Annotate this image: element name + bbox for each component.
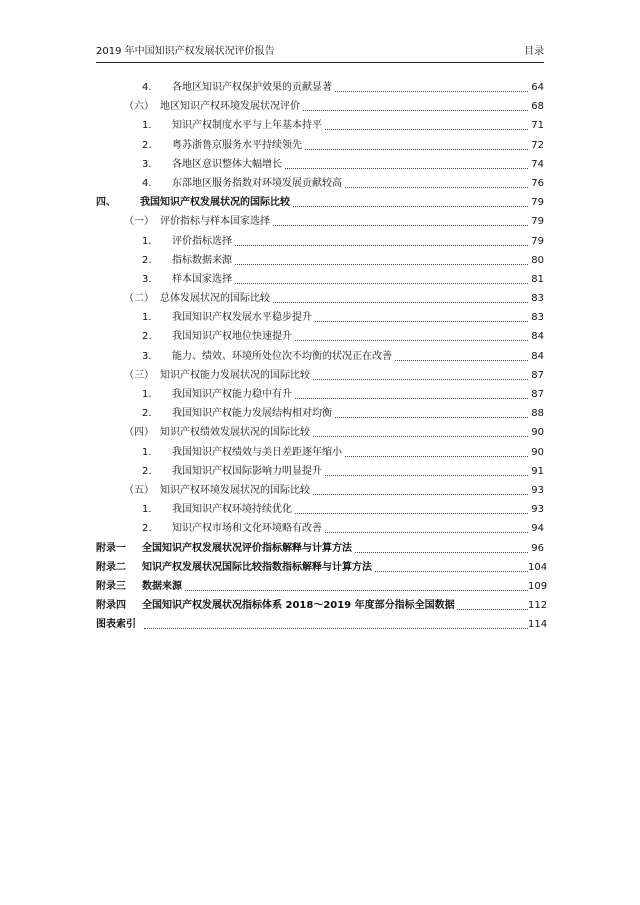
toc-entry-number: 附录一 <box>96 542 126 554</box>
toc-entry-number: （三） <box>124 369 154 381</box>
toc-entry[interactable] <box>96 232 544 251</box>
toc-entry-number: 1. <box>142 120 152 132</box>
toc-entry-title: 我国知识产权能力稳中有升 <box>172 385 294 404</box>
toc-entry-title: 总体发展状况的国际比较 <box>160 289 272 308</box>
toc-entry[interactable] <box>96 596 548 615</box>
toc-entry-page-number: 83 <box>531 312 544 324</box>
toc-entry[interactable] <box>96 366 544 385</box>
toc-entry[interactable] <box>96 615 548 634</box>
toc-entry-title: 评价指标选择 <box>172 232 234 251</box>
toc-entry-number: 1. <box>142 504 152 516</box>
toc-entry-page-number: 79 <box>531 235 544 247</box>
toc-entry-title: 知识产权环境发展状况的国际比较 <box>160 481 312 500</box>
toc-entry-number: 3. <box>142 273 152 285</box>
toc-entry[interactable] <box>96 558 548 577</box>
toc-entry[interactable] <box>96 577 548 596</box>
toc-entry-page-number: 104 <box>528 561 548 573</box>
toc-entry-page-number: 72 <box>531 139 544 151</box>
header-divider <box>96 62 544 63</box>
toc-entry-title: 我国知识产权绩效与美日差距逐年缩小 <box>172 443 344 462</box>
toc-entry-number: 附录二 <box>96 561 126 573</box>
toc-entry[interactable] <box>96 443 544 462</box>
toc-entry-number: （一） <box>124 216 154 228</box>
toc-entry-page-number: 109 <box>528 580 548 592</box>
toc-entry-number: 1. <box>142 235 152 247</box>
toc-entry-page-number: 71 <box>531 120 544 132</box>
page-header <box>96 45 544 61</box>
dot-leader <box>144 628 528 629</box>
toc-entry[interactable] <box>96 481 544 500</box>
toc-entry-number: （五） <box>124 484 154 496</box>
dot-leader <box>142 590 528 591</box>
toc-entry-page-number: 91 <box>531 465 544 477</box>
toc-entry-page-number: 112 <box>528 600 548 612</box>
toc-entry-page-number: 84 <box>531 350 544 362</box>
toc-entry-title: 评价指标与样本国家选择 <box>160 212 272 231</box>
toc-entry[interactable] <box>96 136 544 155</box>
toc-entry-page-number: 93 <box>531 484 544 496</box>
toc-entry-title: 全国知识产权发展状况指标体系 2018～2019 年度部分指标全国数据 <box>142 596 457 615</box>
toc-entry-title: 我国知识产权国际影响力明显提升 <box>172 462 324 481</box>
toc-entry[interactable] <box>96 327 544 346</box>
toc-entry-title: 知识产权能力发展状况的国际比较 <box>160 366 312 385</box>
toc-entry-page-number: 79 <box>531 216 544 228</box>
toc-entry-title: 全国知识产权发展状况评价指标解释与计算方法 <box>142 539 354 558</box>
toc-entry-page-number: 114 <box>528 619 548 631</box>
toc-entry-title: 东部地区服务指数对环境发展贡献较高 <box>172 174 344 193</box>
toc-entry-number: 2. <box>142 331 152 343</box>
toc-entry-number: 2. <box>142 465 152 477</box>
toc-entry-title: 指标数据来源 <box>172 251 234 270</box>
toc-entry[interactable] <box>96 289 544 308</box>
toc-entry-title: 图表索引 <box>96 615 138 634</box>
toc-entry-page-number: 93 <box>531 504 544 516</box>
toc-entry[interactable] <box>96 500 544 519</box>
toc-entry-number: 2. <box>142 408 152 420</box>
toc-entry-number: 四、 <box>96 197 116 209</box>
toc-entry-title: 样本国家选择 <box>172 270 234 289</box>
toc-entry[interactable] <box>96 97 544 116</box>
toc-entry-page-number: 68 <box>531 101 544 113</box>
toc-entry-page-number: 81 <box>531 273 544 285</box>
toc-entry[interactable] <box>96 404 544 423</box>
toc-entry-title: 知识产权发展状况国际比较指数指标解释与计算方法 <box>142 558 374 577</box>
toc-entry-page-number: 84 <box>531 331 544 343</box>
toc-entry[interactable] <box>96 423 544 442</box>
toc-entry[interactable] <box>96 78 544 97</box>
toc-entry-title: 各地区知识产权保护效果的贡献显著 <box>172 78 334 97</box>
toc-entry-title: 我国知识产权发展状况的国际比较 <box>140 193 292 212</box>
toc-entry-number: 2. <box>142 254 152 266</box>
toc-entry-number: 4. <box>142 177 152 189</box>
toc-entry[interactable] <box>96 539 544 558</box>
toc-entry-page-number: 88 <box>531 408 544 420</box>
toc-entry-title: 能力、绩效、环境所处位次不均衡的状况正在改善 <box>172 347 394 366</box>
toc-entry-number: 附录三 <box>96 580 126 592</box>
toc-entry-page-number: 80 <box>531 254 544 266</box>
toc-entry-title: 数据来源 <box>142 577 184 596</box>
toc-entry-title: 我国知识产权能力发展结构相对均衡 <box>172 404 334 423</box>
toc-entry-title: 粤苏浙鲁京服务水平持续领先 <box>172 136 304 155</box>
toc-entry-title: 知识产权绩效发展状况的国际比较 <box>160 423 312 442</box>
toc-entry-number: （二） <box>124 293 154 305</box>
document-title: 2019 年中国知识产权发展状况评价报告 <box>96 46 275 57</box>
toc-entry-title: 知识产权制度水平与上年基本持平 <box>172 116 324 135</box>
toc-entry[interactable] <box>96 155 544 174</box>
toc-entry-page-number: 90 <box>531 427 544 439</box>
toc-entry[interactable] <box>96 462 544 481</box>
toc-entry-title: 地区知识产权环境发展状况评价 <box>160 97 302 116</box>
toc-entry-number: （四） <box>124 427 154 439</box>
toc-entry[interactable] <box>96 116 544 135</box>
toc-entry-number: 1. <box>142 446 152 458</box>
toc-entry-page-number: 83 <box>531 293 544 305</box>
toc-entry-number: 4. <box>142 82 152 93</box>
toc-entry[interactable] <box>96 270 544 289</box>
toc-entry-number: （六） <box>124 101 154 113</box>
toc-entry-page-number: 87 <box>531 389 544 400</box>
toc-entry-title: 我国知识产权地位快速提升 <box>172 327 294 346</box>
toc-entry[interactable] <box>96 212 544 231</box>
toc-entry-number: 3. <box>142 158 152 170</box>
toc-entry[interactable] <box>96 251 544 270</box>
toc-entry-page-number: 74 <box>531 158 544 170</box>
toc-entry-page-number: 87 <box>531 369 544 381</box>
toc-entry-number: 2. <box>142 139 152 151</box>
toc-entry[interactable] <box>96 308 544 327</box>
section-label: 目录 <box>524 46 544 57</box>
toc-entry-title: 我国知识产权环境持续优化 <box>172 500 294 519</box>
toc-entry-page-number: 90 <box>531 446 544 458</box>
toc-entry-number: 3. <box>142 350 152 362</box>
toc-entry-number: 1. <box>142 389 152 400</box>
toc-entry[interactable] <box>96 385 544 404</box>
toc-entry-title: 我国知识产权发展水平稳步提升 <box>172 308 314 327</box>
toc-entry[interactable] <box>96 174 544 193</box>
toc-entry-title: 知识产权市场和文化环境略有改善 <box>172 519 324 538</box>
toc-entry[interactable] <box>96 347 544 366</box>
toc-entry-page-number: 76 <box>531 177 544 189</box>
toc-entry-number: 附录四 <box>96 600 126 612</box>
toc-entry-page-number: 64 <box>531 82 544 93</box>
toc-entry-number: 2. <box>142 523 152 535</box>
toc-entry[interactable] <box>96 519 544 538</box>
toc-entry-page-number: 96 <box>531 542 544 554</box>
toc-entry[interactable] <box>96 193 544 212</box>
toc-entry-page-number: 79 <box>531 197 544 209</box>
toc-entry-title: 各地区意识整体大幅增长 <box>172 155 284 174</box>
table-of-contents <box>96 78 548 634</box>
toc-entry-number: 1. <box>142 312 152 324</box>
toc-entry-page-number: 94 <box>531 523 544 535</box>
